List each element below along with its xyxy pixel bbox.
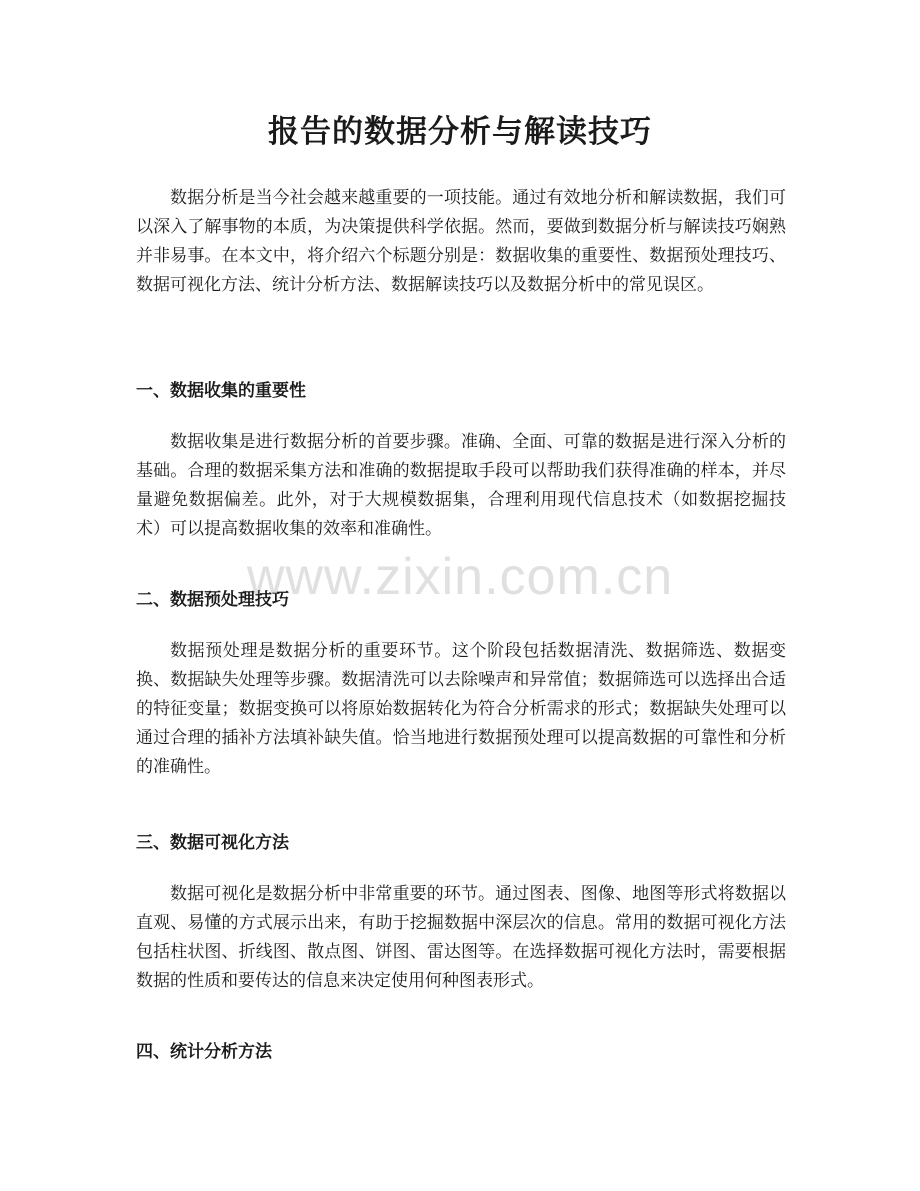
section-4-heading: 四、统计分析方法 [136, 1042, 272, 1062]
section-3-paragraph: 数据可视化是数据分析中非常重要的环节。通过图表、图像、地图等形式将数据以直观、易懂的方式展示出来，有助于挖掘数据中深层次的信息。常用的数据可视化方法包括柱状图、折线图、散点图、饼图、雷达图等。在选择数据可视化方法时，需要根据数据的性质和要传达的信息来决定使用何种图表形式。 [136, 884, 786, 991]
section-2-heading: 二、数据预处理技巧 [136, 590, 289, 610]
section-1-heading: 一、数据收集的重要性 [136, 381, 306, 401]
watermark: www.zixin.com.cn [246, 548, 674, 606]
section-1-paragraph: 数据收集是进行数据分析的首要步骤。准确、全面、可靠的数据是进行深入分析的基础。合理的数据采集方法和准确的数据提取手段可以帮助我们获得准确的样本，并尽量避免数据偏差。此外，对于大规模数据集，合理利用现代信息技术（如数据挖掘技术）可以提高数据收集的效率和准确性。 [136, 432, 786, 539]
section-3-heading: 三、数据可视化方法 [136, 833, 289, 853]
document-title: 报告的数据分析与解读技巧 [268, 114, 652, 150]
section-2-paragraph: 数据预处理是数据分析的重要环节。这个阶段包括数据清洗、数据筛选、数据变换、数据缺失处理等步骤。数据清洗可以去除噪声和异常值；数据筛选可以选择出合适的特征变量；数据变换可以将原始数据转化为符合分析需求的形式；数据缺失处理可以通过合理的插补方法填补缺失值。恰当地进行数据预处理可以提高数据的可靠性和分析的准确性。 [136, 641, 786, 777]
intro-paragraph: 数据分析是当今社会越来越重要的一项技能。通过有效地分析和解读数据，我们可以深入了解事物的本质，为决策提供科学依据。然而，要做到数据分析与解读技巧娴熟并非易事。在本文中，将介绍六个标题分别是：数据收集的重要性、数据预处理技巧、数据可视化方法、统计分析方法、数据解读技巧以及数据分析中的常见误区。 [136, 188, 786, 295]
